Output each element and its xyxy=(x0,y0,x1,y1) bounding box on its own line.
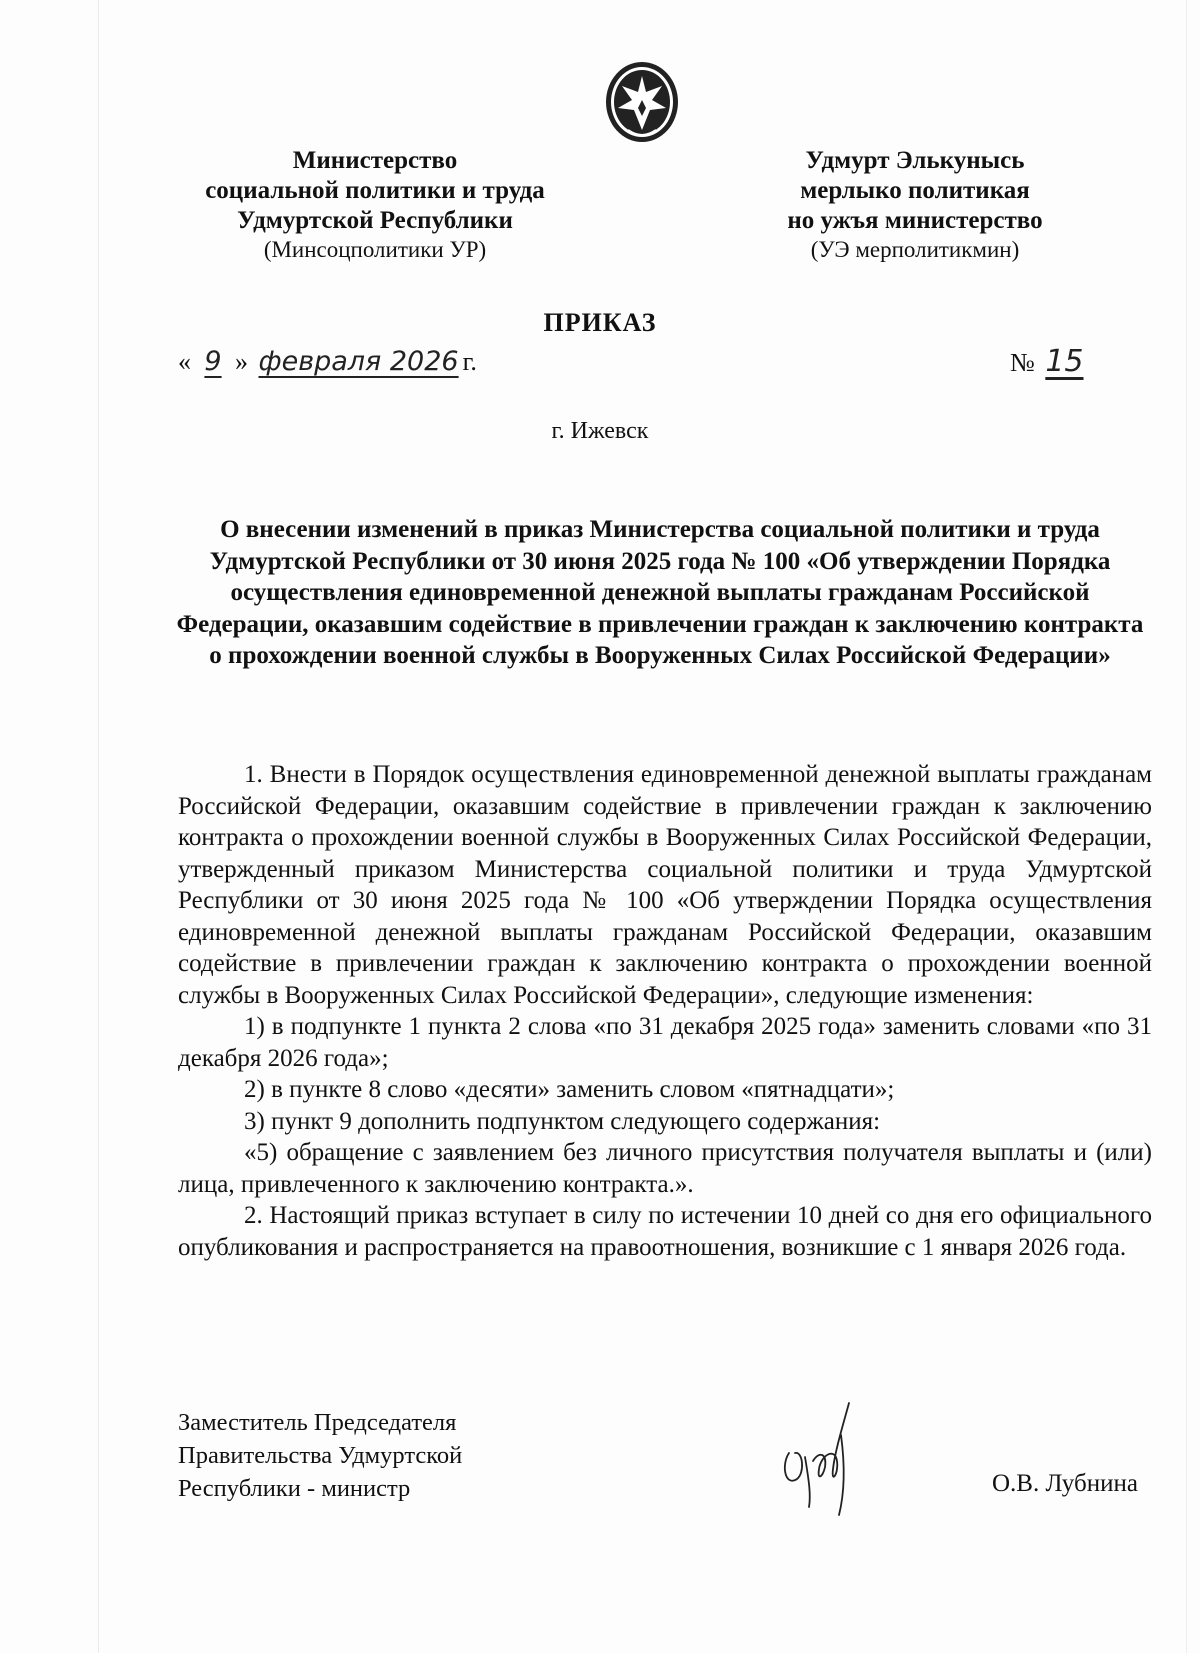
signer-position-line1: Заместитель Председателя xyxy=(178,1409,457,1436)
document-title: ПРИКАЗ xyxy=(543,308,657,337)
ministry-abbr: (Минсоцполитики УР) xyxy=(263,237,487,262)
ministry-abbr-udm: (УЭ мерполитикмин) xyxy=(810,237,1020,262)
signer-name: О.В. Лубнина xyxy=(992,1470,1138,1497)
signer-position-line3: Республики - министр xyxy=(178,1475,411,1502)
ministry-name-line1: Министерство xyxy=(292,147,458,174)
scan-margin-line xyxy=(98,0,99,1653)
paragraph-1: 1. Внести в Порядок осуществления единовременной денежной выплаты гражданам Российской Федерации, оказавшим содействие в привлечении граждан к заключению контракта о прохождении военной службы в Вооруженных Силах Российской Федерации, утвержденный приказом Министерства социальной политики и труда Удмуртской Республики от 30 июня 2025 года № 100 «Об утверждении Порядка осуществления единовременной денежной выплаты гражданам Российской Федерации, оказавшим содействие в привлечении граждан к заключению контракта о прохождении военной службы в Вооруженных Силах Российской Федерации», следующие изменения: xyxy=(178,761,1152,1009)
order-subject: О внесении изменений в приказ Министерства социальной политики и труда Удмуртской Республики от 30 июня 2025 года № 100 «Об утверждении Порядка осуществления единовременной денежной выплаты гражданам Российской Федерации, оказавшим содействие в привлечении граждан к заключению контракта о прохождении военной службы в Вооруженных Силах Российской Федерации» xyxy=(176,516,1144,669)
paragraph-2: 1) в подпункте 1 пункта 2 слова «по 31 декабря 2025 года» заменить словами «по 31 декабря 2026 года»; xyxy=(178,1013,1152,1072)
ministry-name-russian xyxy=(160,146,590,264)
coat-of-arms-icon xyxy=(600,56,684,146)
ministry-name-line2: социальной политики и труда xyxy=(205,177,545,204)
ministry-name-udm-line3: но ужъя министерство xyxy=(787,207,1043,234)
order-number-handwritten: 15 xyxy=(1045,344,1084,379)
order-date xyxy=(178,346,477,377)
order-number xyxy=(1010,344,1129,379)
date-day-handwritten: 9 xyxy=(204,346,222,377)
signer-position-line2: Правительства Удмуртской xyxy=(178,1442,463,1469)
paragraph-3: 2) в пункте 8 слово «десяти» заменить словом «пятнадцати»; xyxy=(244,1076,895,1103)
ministry-name-line3: Удмуртской Республики xyxy=(237,207,513,234)
date-suffix: г. xyxy=(462,347,477,376)
date-month-year-handwritten: февраля 2026 xyxy=(258,346,459,377)
signer-position xyxy=(178,1406,462,1505)
scan-margin-line xyxy=(1186,0,1187,1653)
paragraph-4: 3) пункт 9 дополнить подпунктом следующего содержания: xyxy=(244,1107,881,1135)
order-number-label: № xyxy=(1010,348,1035,377)
city-line: г. Ижевск xyxy=(551,418,649,444)
handwritten-signature-icon xyxy=(775,1395,875,1525)
ministry-name-udmurt xyxy=(750,146,1080,264)
date-close-quote: » xyxy=(235,347,248,376)
ministry-name-udm-line2: мерлыко политикая xyxy=(800,177,1030,204)
paragraph-6: 2. Настоящий приказ вступает в силу по истечении 10 дней со дня его официального опубликования и распространяется на правоотношения, возникшие с 1 января 2026 года. xyxy=(178,1202,1152,1261)
order-body xyxy=(178,759,1152,1263)
ministry-name-udm-line1: Удмурт Элькунысь xyxy=(805,147,1025,174)
paragraph-5: «5) обращение с заявлением без личного присутствия получателя выплаты и (или) лица, привлеченного к заключению контракта.». xyxy=(178,1139,1152,1198)
date-open-quote: « xyxy=(178,347,191,376)
